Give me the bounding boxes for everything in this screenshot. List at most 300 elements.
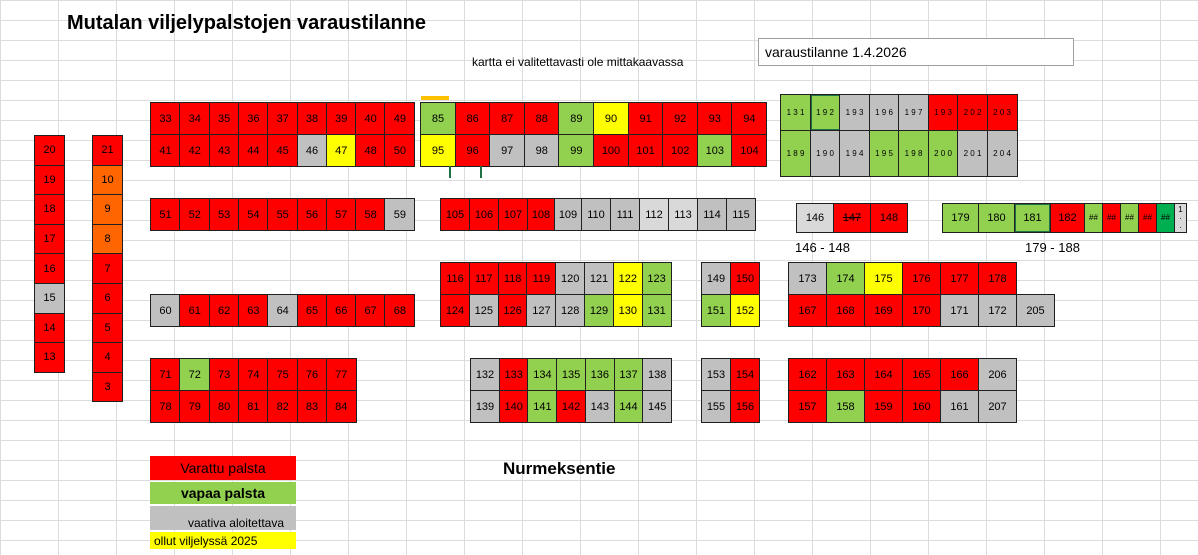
- plot-label: 205: [1026, 304, 1045, 317]
- plot-label: 128: [561, 304, 580, 317]
- plot-90[interactable]: [593, 102, 629, 135]
- plot-66[interactable]: [326, 294, 357, 327]
- plot-label: 117: [475, 272, 493, 285]
- plot-label: 13: [43, 351, 56, 364]
- plot-9[interactable]: [92, 194, 123, 225]
- plot-92[interactable]: [662, 102, 698, 135]
- plot-187[interactable]: [1156, 203, 1175, 233]
- plot-20[interactable]: [34, 135, 65, 166]
- plot-64[interactable]: [267, 294, 298, 327]
- plot-188[interactable]: [1174, 203, 1187, 233]
- plot-151[interactable]: [701, 294, 731, 327]
- plot-63[interactable]: [238, 294, 269, 327]
- plot-label: 127: [532, 304, 551, 317]
- plot-21[interactable]: [92, 135, 123, 166]
- plot-40[interactable]: [355, 102, 386, 135]
- plot-122[interactable]: [613, 262, 643, 295]
- plot-205[interactable]: [1016, 294, 1055, 327]
- plot-36[interactable]: [238, 102, 269, 135]
- plot-35[interactable]: [209, 102, 240, 135]
- plot-198[interactable]: [928, 94, 959, 131]
- plot-label: 55: [276, 208, 289, 221]
- plot-162[interactable]: [788, 358, 827, 391]
- plot-149[interactable]: [701, 262, 731, 295]
- plot-112[interactable]: [639, 198, 669, 231]
- legend-free: vapaa palsta: [150, 482, 296, 504]
- plot-label: 169: [874, 304, 893, 317]
- plot-label: 19: [43, 173, 56, 186]
- plot-81[interactable]: [238, 390, 269, 423]
- plot-184[interactable]: [1102, 203, 1121, 233]
- plot-37[interactable]: [267, 102, 298, 135]
- plot-143[interactable]: [585, 390, 615, 423]
- plot-136[interactable]: [585, 358, 615, 391]
- plot-label: 180: [987, 212, 1006, 224]
- plot-8[interactable]: [92, 224, 123, 255]
- plot-95[interactable]: [420, 134, 456, 167]
- plot-55[interactable]: [267, 198, 298, 231]
- plot-label: 142: [561, 400, 581, 413]
- plot-18[interactable]: [34, 194, 65, 225]
- plot-88[interactable]: [524, 102, 560, 135]
- plot-141[interactable]: [527, 390, 557, 423]
- plot-label: 133: [504, 368, 523, 381]
- plot-160[interactable]: [902, 390, 941, 423]
- plot-207[interactable]: [978, 390, 1017, 423]
- plot-91[interactable]: [628, 102, 664, 135]
- plot-label: 53: [217, 208, 231, 221]
- plot-82[interactable]: [267, 390, 298, 423]
- plot-126[interactable]: [498, 294, 528, 327]
- plot-68[interactable]: [384, 294, 415, 327]
- plot-85[interactable]: [420, 102, 456, 135]
- plot-183[interactable]: [1084, 203, 1103, 233]
- plot-label: 1 9 2: [816, 108, 834, 117]
- range-label: 179 - 188: [1025, 240, 1080, 255]
- plot-50[interactable]: [384, 134, 415, 167]
- plot-label: 116: [446, 272, 464, 285]
- plot-label: 57: [335, 208, 348, 221]
- plot-3[interactable]: [92, 372, 123, 403]
- plot-117[interactable]: [469, 262, 499, 295]
- plot-114[interactable]: [697, 198, 727, 231]
- plot-109[interactable]: [554, 198, 582, 231]
- plot-62[interactable]: [209, 294, 240, 327]
- plot-128[interactable]: [555, 294, 585, 327]
- plot-159[interactable]: [864, 390, 903, 423]
- plot-label: 206: [988, 368, 1007, 381]
- plot-15[interactable]: [34, 283, 65, 314]
- plot-label: 136: [590, 368, 609, 381]
- plot-203[interactable]: [987, 94, 1018, 131]
- plot-176[interactable]: [902, 262, 941, 295]
- plot-78[interactable]: [150, 390, 181, 423]
- plot-56[interactable]: [297, 198, 328, 231]
- plot-13[interactable]: [34, 342, 65, 373]
- plot-label: 61: [188, 304, 201, 317]
- plot-label: ##: [1089, 213, 1098, 222]
- plot-89[interactable]: [558, 102, 594, 135]
- plot-label: 135: [561, 368, 581, 381]
- plot-label: 123: [647, 272, 666, 285]
- plot-163[interactable]: [826, 358, 865, 391]
- plot-146[interactable]: [796, 203, 834, 233]
- plot-124[interactable]: [440, 294, 470, 327]
- plot-16[interactable]: [34, 253, 65, 284]
- plot-61[interactable]: [179, 294, 210, 327]
- plot-label: 207: [988, 400, 1007, 413]
- plot-label: 88: [535, 112, 548, 125]
- plot-43[interactable]: [209, 134, 240, 167]
- plot-97[interactable]: [489, 134, 525, 167]
- plot-label: 90: [604, 112, 618, 125]
- plot-173[interactable]: [788, 262, 827, 295]
- plot-label: 1 9 3: [845, 108, 864, 117]
- legend-reserved: Varattu palsta: [150, 456, 296, 480]
- plot-label: 2 0 3: [993, 108, 1011, 117]
- plot-204[interactable]: [987, 130, 1018, 177]
- plot-label: 152: [735, 304, 755, 317]
- plot-106[interactable]: [469, 198, 499, 231]
- plot-182[interactable]: [1050, 203, 1085, 233]
- plot-148[interactable]: [870, 203, 908, 233]
- plot-label: 33: [159, 112, 172, 125]
- plot-206[interactable]: [978, 358, 1017, 391]
- connector-line: [449, 166, 451, 178]
- plot-label: 97: [501, 144, 514, 157]
- plot-label: 16: [43, 262, 56, 275]
- plot-166[interactable]: [940, 358, 979, 391]
- plot-93[interactable]: [697, 102, 733, 135]
- plot-label: 156: [735, 400, 755, 413]
- plot-101[interactable]: [628, 134, 664, 167]
- plot-192[interactable]: [810, 94, 841, 131]
- plot-174[interactable]: [826, 262, 865, 295]
- plot-185[interactable]: [1120, 203, 1139, 233]
- plot-103[interactable]: [697, 134, 733, 167]
- plot-116[interactable]: [440, 262, 470, 295]
- plot-label: 82: [276, 400, 289, 413]
- plot-48[interactable]: [355, 134, 386, 167]
- plot-145[interactable]: [642, 390, 672, 423]
- plot-180[interactable]: [978, 203, 1015, 233]
- plot-label: 15: [43, 292, 56, 305]
- plot-label: 161: [950, 400, 969, 413]
- plot-111[interactable]: [610, 198, 640, 231]
- plot-label: 36: [247, 112, 260, 125]
- plot-202[interactable]: [957, 94, 988, 131]
- plot-label: 159: [874, 400, 893, 413]
- plot-165[interactable]: [902, 358, 941, 391]
- plot-150[interactable]: [730, 262, 760, 295]
- plot-label: 91: [639, 112, 652, 125]
- plot-label: 51: [159, 208, 172, 221]
- plot-191[interactable]: [780, 94, 811, 131]
- plot-label: 1 9 7: [904, 108, 923, 117]
- plot-76[interactable]: [297, 358, 328, 391]
- plot-label: 147: [842, 212, 862, 224]
- plot-label: 73: [217, 368, 231, 381]
- legend-demanding: vaativa aloitettava: [150, 506, 296, 530]
- plot-115[interactable]: [726, 198, 756, 231]
- plot-label: 177: [950, 272, 969, 285]
- plot-label: 94: [743, 112, 756, 125]
- plot-142[interactable]: [556, 390, 586, 423]
- plot-99[interactable]: [558, 134, 594, 167]
- plot-label: 96: [466, 144, 479, 157]
- plot-140[interactable]: [499, 390, 529, 423]
- plot-179[interactable]: [942, 203, 979, 233]
- plot-53[interactable]: [209, 198, 240, 231]
- plot-132[interactable]: [470, 358, 500, 391]
- plot-label: 124: [445, 304, 465, 317]
- plot-161[interactable]: [940, 390, 979, 423]
- plot-94[interactable]: [731, 102, 767, 135]
- plot-10[interactable]: [92, 165, 123, 196]
- plot-label: 54: [247, 208, 260, 221]
- plot-200[interactable]: [928, 130, 959, 177]
- plot-label: 18: [43, 203, 56, 216]
- plot-label: 1 9 0: [816, 149, 834, 158]
- plot-39[interactable]: [326, 102, 357, 135]
- plot-155[interactable]: [701, 390, 731, 423]
- plot-label: 77: [335, 368, 348, 381]
- plot-79[interactable]: [179, 390, 210, 423]
- plot-label: 78: [159, 400, 172, 413]
- plot-87[interactable]: [489, 102, 525, 135]
- plot-label: 43: [217, 144, 231, 157]
- plot-label: 1 9 8: [904, 149, 923, 158]
- plot-175[interactable]: [864, 262, 903, 295]
- plot-label: 2 0 1: [963, 149, 982, 158]
- plot-label: 81: [247, 400, 260, 413]
- plot-label: 1 9 6: [875, 108, 893, 117]
- plot-6[interactable]: [92, 283, 123, 314]
- plot-121[interactable]: [584, 262, 614, 295]
- plot-label: 132: [475, 368, 495, 381]
- plot-label: 63: [247, 304, 260, 317]
- plot-177[interactable]: [940, 262, 979, 295]
- plot-153[interactable]: [701, 358, 731, 391]
- plot-158[interactable]: [826, 390, 865, 423]
- plot-152[interactable]: [730, 294, 760, 327]
- plot-84[interactable]: [326, 390, 357, 423]
- plot-147[interactable]: [833, 203, 871, 233]
- plot-156[interactable]: [730, 390, 760, 423]
- plot-171[interactable]: [940, 294, 979, 327]
- plot-123[interactable]: [642, 262, 672, 295]
- plot-34[interactable]: [179, 102, 210, 135]
- plot-75[interactable]: [267, 358, 298, 391]
- plot-label: 125: [474, 304, 493, 317]
- plot-113[interactable]: [668, 198, 698, 231]
- plot-label: 171: [950, 304, 969, 317]
- scale-note: kartta ei valitettavasti ole mittakaavassa: [472, 55, 684, 69]
- plot-86[interactable]: [455, 102, 491, 135]
- plot-49[interactable]: [384, 102, 415, 135]
- plot-33[interactable]: [150, 102, 181, 135]
- plot-label: 102: [671, 144, 690, 157]
- plot-144[interactable]: [614, 390, 644, 423]
- plot-172[interactable]: [978, 294, 1017, 327]
- plot-194[interactable]: [839, 130, 870, 177]
- plot-80[interactable]: [209, 390, 240, 423]
- plot-102[interactable]: [662, 134, 698, 167]
- plot-label: 158: [836, 400, 855, 413]
- plot-14[interactable]: [34, 313, 65, 344]
- plot-label: 14: [43, 321, 56, 334]
- plot-57[interactable]: [326, 198, 357, 231]
- plot-47[interactable]: [326, 134, 357, 167]
- plot-138[interactable]: [642, 358, 672, 391]
- plot-73[interactable]: [209, 358, 240, 391]
- plot-label: 66: [335, 304, 348, 317]
- plot-98[interactable]: [524, 134, 560, 167]
- plot-110[interactable]: [581, 198, 611, 231]
- plot-108[interactable]: [527, 198, 555, 231]
- plot-label: 157: [798, 400, 817, 413]
- plot-164[interactable]: [864, 358, 903, 391]
- plot-154[interactable]: [730, 358, 760, 391]
- plot-label: 49: [393, 112, 407, 125]
- plot-44[interactable]: [238, 134, 269, 167]
- plot-170[interactable]: [902, 294, 941, 327]
- plot-60[interactable]: [150, 294, 181, 327]
- selection-marker: [421, 96, 449, 100]
- plot-133[interactable]: [499, 358, 529, 391]
- plot-label: 17: [43, 233, 56, 246]
- plot-label: 104: [740, 144, 759, 157]
- plot-67[interactable]: [355, 294, 386, 327]
- plot-label: 71: [159, 368, 172, 381]
- plot-137[interactable]: [614, 358, 644, 391]
- plot-label: 105: [445, 208, 465, 221]
- plot-100[interactable]: [593, 134, 629, 167]
- plot-label: 40: [364, 112, 377, 125]
- plot-59[interactable]: [384, 198, 415, 231]
- plot-label: 1 9 5: [875, 149, 893, 158]
- plot-label: 129: [589, 304, 609, 317]
- plot-193[interactable]: [839, 94, 870, 131]
- plot-96[interactable]: [455, 134, 491, 167]
- plot-5[interactable]: [92, 313, 123, 344]
- plot-label: 138: [648, 368, 667, 381]
- plot-label: 154: [735, 368, 755, 381]
- plot-38[interactable]: [297, 102, 328, 135]
- plot-label: 140: [504, 400, 523, 413]
- plot-label: 155: [706, 400, 726, 413]
- plot-201[interactable]: [957, 130, 988, 177]
- plot-105[interactable]: [440, 198, 470, 231]
- plot-label: 107: [503, 208, 523, 221]
- plot-125[interactable]: [469, 294, 499, 327]
- plot-label: 162: [798, 368, 817, 381]
- plot-label: 62: [217, 304, 231, 317]
- plot-131[interactable]: [642, 294, 672, 327]
- plot-198b[interactable]: [898, 130, 929, 177]
- plot-label: 148: [879, 212, 899, 224]
- plot-17[interactable]: [34, 224, 65, 255]
- plot-190[interactable]: [810, 130, 841, 177]
- plot-7[interactable]: [92, 253, 123, 284]
- plot-label: 164: [874, 368, 893, 381]
- plot-46[interactable]: [297, 134, 328, 167]
- plot-129[interactable]: [584, 294, 614, 327]
- plot-label: 44: [247, 144, 260, 157]
- plot-label: 1 9 4: [845, 149, 864, 158]
- plot-label: 38: [305, 112, 319, 125]
- plot-120[interactable]: [555, 262, 585, 295]
- plot-83[interactable]: [297, 390, 328, 423]
- plot-41[interactable]: [150, 134, 181, 167]
- plot-42[interactable]: [179, 134, 210, 167]
- plot-119[interactable]: [526, 262, 556, 295]
- plot-118[interactable]: [498, 262, 528, 295]
- plot-label: 172: [988, 304, 1007, 317]
- plot-label: ##: [1161, 213, 1170, 222]
- plot-195[interactable]: [869, 130, 900, 177]
- plot-label: 143: [590, 400, 609, 413]
- plot-196[interactable]: [869, 94, 900, 131]
- plot-label: 21: [101, 144, 114, 157]
- plot-label: 108: [531, 208, 551, 221]
- plot-168[interactable]: [826, 294, 865, 327]
- plot-167[interactable]: [788, 294, 827, 327]
- plot-label: 1 9 3: [934, 108, 952, 117]
- plot-label: 153: [706, 368, 726, 381]
- plot-77[interactable]: [326, 358, 357, 391]
- plot-107[interactable]: [498, 198, 528, 231]
- plot-130[interactable]: [613, 294, 643, 327]
- plot-label: 170: [912, 304, 931, 317]
- plot-135[interactable]: [556, 358, 586, 391]
- plot-127[interactable]: [526, 294, 556, 327]
- plot-54[interactable]: [238, 198, 269, 231]
- plot-label: 122: [618, 272, 637, 285]
- plot-74[interactable]: [238, 358, 269, 391]
- plot-186[interactable]: [1138, 203, 1157, 233]
- plot-51[interactable]: [150, 198, 181, 231]
- plot-189[interactable]: [780, 130, 811, 177]
- plot-65[interactable]: [297, 294, 328, 327]
- plot-label: 139: [475, 400, 495, 413]
- plot-label: 111: [616, 208, 634, 221]
- plot-139[interactable]: [470, 390, 500, 423]
- plot-4[interactable]: [92, 342, 123, 373]
- plot-label: 86: [466, 112, 479, 125]
- plot-197[interactable]: [898, 94, 929, 131]
- plot-label: 150: [735, 272, 755, 285]
- plot-19[interactable]: [34, 165, 65, 196]
- plot-181[interactable]: [1014, 203, 1051, 233]
- plot-label: 176: [912, 272, 931, 285]
- plot-45[interactable]: [267, 134, 298, 167]
- plot-52[interactable]: [179, 198, 210, 231]
- plot-72[interactable]: [179, 358, 210, 391]
- plot-104[interactable]: [731, 134, 767, 167]
- plot-157[interactable]: [788, 390, 827, 423]
- plot-178[interactable]: [978, 262, 1017, 295]
- plot-label: 113: [674, 208, 692, 221]
- plot-134[interactable]: [527, 358, 557, 391]
- plot-label: 119: [532, 272, 551, 285]
- plot-169[interactable]: [864, 294, 903, 327]
- plot-label: 2 0 0: [934, 149, 952, 158]
- plot-58[interactable]: [355, 198, 386, 231]
- plot-71[interactable]: [150, 358, 181, 391]
- plot-label: 79: [188, 400, 201, 413]
- status-textbox[interactable]: [758, 38, 1074, 66]
